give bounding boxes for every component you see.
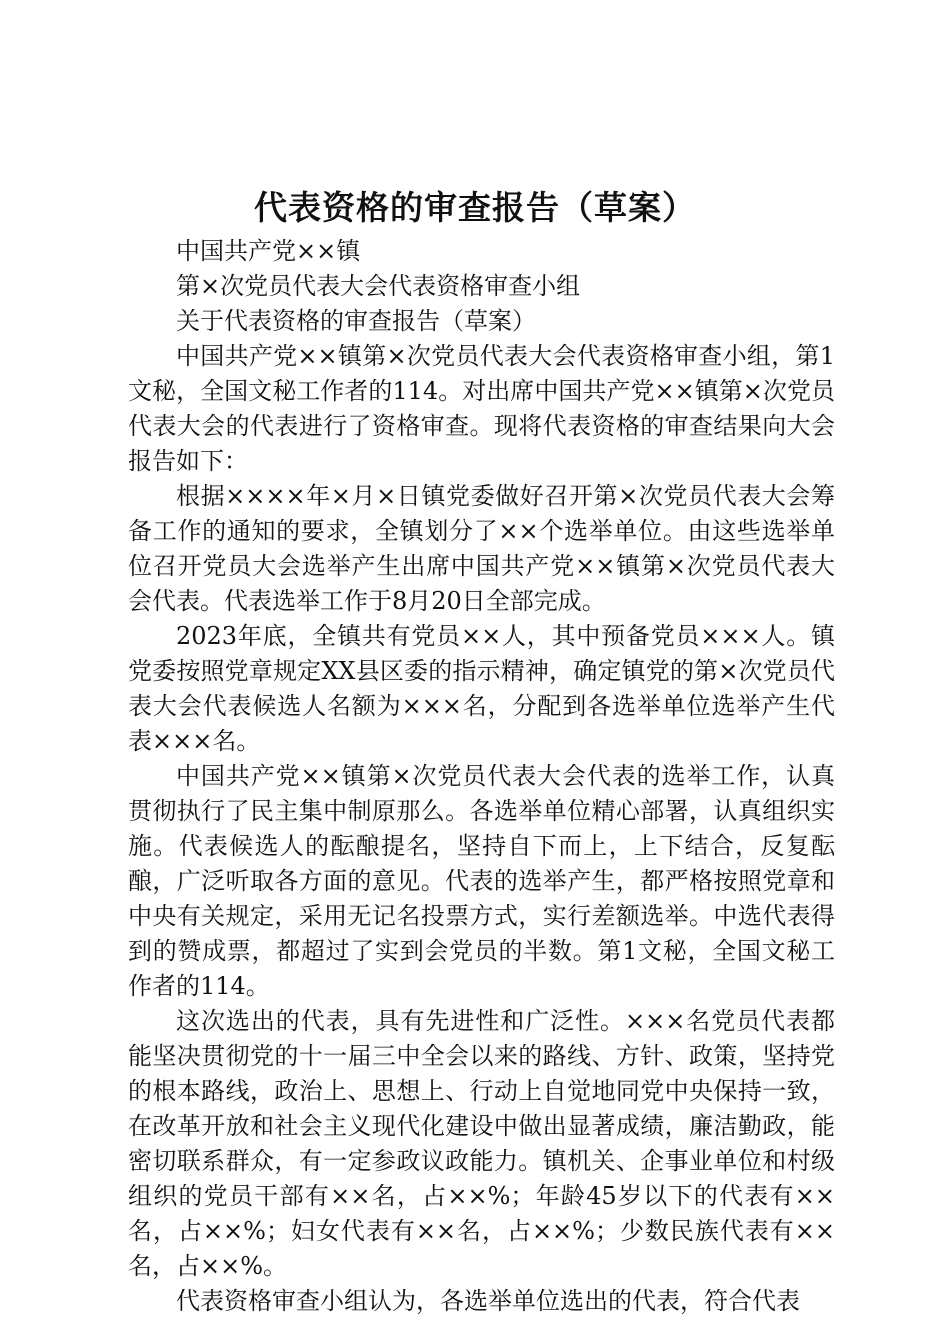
paragraph-membership: 2023年底，全镇共有党员××人，其中预备党员×××人。镇党委按照党章规定XX县区委的指示精神，确定镇党的第×次党员代表大会代表候选人名额为×××名，分配到各选举单位选举产生代表×××名。 — [128, 622, 835, 755]
paragraph-delegate-profile: 这次选出的代表，具有先进性和广泛性。×××名党员代表都能坚决贯彻党的十一届三中全会以来的路线、方针、政策，坚持党的根本路线，政治上、思想上、行动上自觉地同党中央保持一致，在改革开放和社会主义现代化建设中做出显著成绩，廉洁勤政，能密切联系群众，有一定参政议政能力。镇机关、企事业单位和村级组织的党员干部有××名，占××%；年龄45岁以下的代表有××名，占××%；妇女代表有××名，占××%；少数民族代表有××名，占××%。 — [128, 1007, 835, 1280]
issuer-line: 第×次党员代表大会代表资格审查小组 — [176, 272, 581, 300]
paragraph-election-process: 中国共产党××镇第×次党员代表大会代表的选举工作，认真贯彻执行了民主集中制原那么。各选举单位精心部署，认真组织实施。代表候选人的酝酿提名，坚持自下而上，上下结合，反复酝酿，广泛听取各方面的意见。代表的选举产生，都严格按照党章和中央有关规定，采用无记名投票方式，实行差额选举。中选代表得到的赞成票，都超过了实到会党员的半数。第1文秘，全国文秘工作者的114。 — [128, 762, 835, 1000]
paragraph-background: 根据××××年×月×日镇党委做好召开第×次党员代表大会筹备工作的通知的要求，全镇划分了××个选举单位。由这些选举单位召开党员大会选举产生出席中国共产党××镇第×次党员代表大会代表。代表选举工作于8月20日全部完成。 — [128, 482, 835, 615]
paragraph-conclusion: 代表资格审查小组认为，各选举单位选出的代表，符合代表 — [176, 1287, 800, 1315]
recipient-line: 中国共产党××镇 — [176, 237, 361, 265]
document-body — [128, 234, 835, 1319]
document-title: 代表资格的审查报告（草案） — [254, 188, 696, 227]
subject-line: 关于代表资格的审查报告（草案） — [176, 307, 536, 335]
paragraph-intro: 中国共产党××镇第×次党员代表大会代表资格审查小组，第1文秘，全国文秘工作者的114。对出席中国共产党××镇第×次党员代表大会的代表进行了资格审查。现将代表资格的审查结果向大会报告如下： — [128, 342, 835, 475]
